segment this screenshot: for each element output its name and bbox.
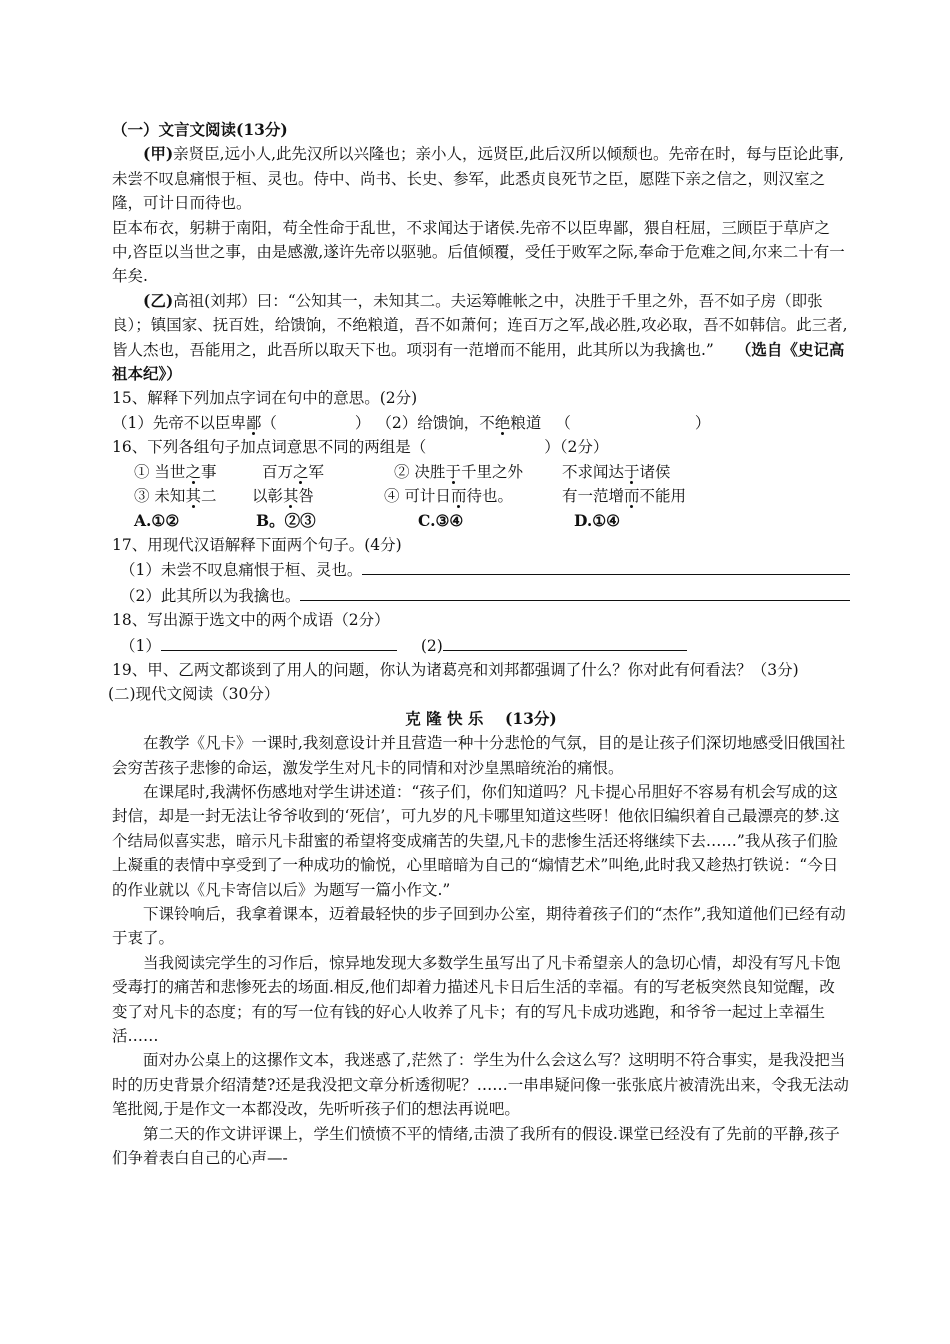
q18-blanks: （1） (2) [112,633,850,658]
q17-sentence-1: （1）未尝不叹息痛恨于桓、灵也。 [112,557,850,582]
article-title: 克 隆 快 乐 (13分) [405,708,557,728]
passage-jia-text: 亲贤臣,远小人,此先汉所以兴隆也；亲小人，远贤臣,此后汉所以倾颓也。先帝在时，每与臣论此事,未尝不叹息痛恨于桓、灵也。侍中、尚书、长史、参军，此悉贞良死节之臣，愿陛下亲之信之，则汉室之隆，可计日而待也。 [112,145,844,213]
article-paragraph: 在课尾时,我满怀伤感地对学生讲述道：“孩子们，你们知道吗？凡卡提心吊胆好不容易有机会写成的这封信，却是一封无法让爷爷收到的‘死信’，可九岁的凡卡哪里知道这些呀！他依旧编织着自己最漂亮的梦.这个结局似喜实悲，暗示凡卡甜蜜的希望将变成痛苦的失望,凡卡的悲惨生活还将继续下去……”我从孩子们脸上凝重的表情中享受到了一种成功的愉悦，心里暗暗为自己的“煽情艺术”叫绝,此时我又趁热打铁说：“今日的作业就以《凡卡寄信以后》为题写一篇小作文.” [112,782,840,899]
q15-blank-2-open: （ [555,413,571,432]
q16-choice-b[interactable]: B。②③ [256,510,316,530]
article-paragraph: 当我阅读完学生的习作后，惊异地发现大多数学生虽写出了凡卡希望亲人的急切心情，却没有写凡卡饱受毒打的痛苦和悲惨死去的场面.相反,他们却着力描述凡卡日后生活的幸福。有的写老板突然良知觉醒，改变了对凡卡的态度；有的写一位有钱的好心人收养了凡卡；有的写凡卡成功逃跑，和爷爷一起过上幸福生活…… [112,953,841,1046]
passage-yi-source: （选自《史记高祖本纪》） [112,339,845,384]
q16-choice-c[interactable]: C.③④ [418,510,464,530]
question-15: 15、解释下列加点字词在句中的意思。(2分) [112,389,418,408]
q15-blank-2-close: ） [694,413,711,432]
q16-choices [112,509,850,533]
q15-blank-1-close: ） [354,413,371,432]
passage-jia-paragraph-1 [112,142,850,215]
q16-option-2b: 不求闻达于诸侯 [562,462,671,481]
article-paragraph: 面对办公桌上的这摞作文本，我迷惑了,茫然了：学生为什么会这么写？这明明不符合事实，是我没把当时的历史背景介绍清楚?还是我没把文章分析透彻呢？……一串串疑问像一张张底片被清洗出来，令我无法动笔批阅,于是作文一本都没改，先听听孩子们的想法再说吧。 [112,1051,849,1119]
section-classical-title: （一）文言文阅读(13分) [112,120,288,139]
q16-option-3a: ③ 未知其二 [134,487,217,506]
q15-dotted-char-2: 绝 [494,413,511,432]
q16-choice-d[interactable]: D.①④ [574,510,621,530]
question-17: 17、用现代汉语解释下面两个句子。(4分) [112,535,402,554]
q16-option-1b: 百万之军 [262,462,325,481]
passage-yi-paragraph [112,289,850,387]
question-19: 19、甲、乙两文都谈到了用人的问题，你认为诸葛亮和刘邦都强调了什么？你对此有何看法？（3分) [112,660,799,679]
q16-option-3b: 以彰其咎 [252,487,315,506]
section-modern-title: (二)现代文阅读（30分） [108,685,280,704]
q16-options-row-2 [112,484,850,508]
q16-choice-a[interactable]: A.①② [134,510,180,530]
question-15-answers [112,411,850,435]
q16-options-row-1 [112,460,850,484]
q18-answer-line-2[interactable] [443,633,687,651]
exam-page [108,118,850,1170]
passage-jia-paragraph-2: 臣本布衣，躬耕于南阳，苟全性命于乱世，不求闻达于诸侯.先帝不以臣卑鄙，猥自枉屈，三顾臣于草庐之中,咨臣以当世之事，由是感激,遂许先帝以驱驰。后值倾覆，受任于败军之际,奉命于危难之间,尔来二十有一年矣. [112,218,845,286]
q17-sentence-2: （2）此其所以为我擒也。 [112,583,850,608]
passage-yi-text: 高祖(刘邦）曰：“公知其一，未知其二。夫运筹帷帐之中，决胜于千里之外，吾不如子房（即张良）；镇国家、抚百姓，给馈饷，不绝粮道，吾不如萧何；连百万之军,战必胜,攻必取，吾不如韩信。此三者,皆人杰也，吾能用之，此吾所以取天下也。项羽有一范增而不能用，此其所以为我擒也.” [112,291,848,359]
q17-answer-line-2[interactable] [300,583,850,601]
q15-item-1: （1）先帝不以臣卑鄙 [112,413,262,432]
q16-option-4b: 有一范增而不能用 [562,487,687,506]
q17-answer-line-1[interactable] [362,557,850,575]
question-16: 16、下列各组句子加点词意思不同的两组是（ ）（2分） [112,438,609,457]
q15-item-2: （2）给馈饷，不绝粮道 [376,413,542,432]
passage-jia-label: (甲) [143,144,174,164]
q16-option-1a: ① 当世之事 [134,462,217,481]
q16-option-2a: ② 决胜于千里之外 [394,462,523,481]
article-paragraph: 在教学《凡卡》一课时,我刻意设计并且营造一种十分悲怆的气氛，目的是让孩子们深切地感受旧俄国社会穷苦孩子悲惨的命运，激发学生对凡卡的同情和对沙皇黑暗统治的痛恨。 [112,734,846,777]
article-paragraph: 第二天的作文讲评课上，学生们愤愤不平的情绪,击溃了我所有的假设.课堂已经没有了先前的平静,孩子们争着表白自己的心声—- [112,1124,840,1168]
q16-option-4a: ④ 可计日而待也。 [384,487,513,506]
q15-dotted-char-1: 鄙 [245,413,262,432]
article-paragraph: 下课铃响后，我拿着课本，迈着最轻快的步子回到办公室，期待着孩子们的“杰作”,我知道他们已经有动于衷了。 [112,905,846,948]
q15-blank-1-open: （ [261,413,277,432]
passage-yi-label: (乙) [143,290,174,310]
question-18: 18、写出源于选文中的两个成语（2分） [112,611,390,630]
q18-answer-line-1[interactable] [161,633,397,651]
